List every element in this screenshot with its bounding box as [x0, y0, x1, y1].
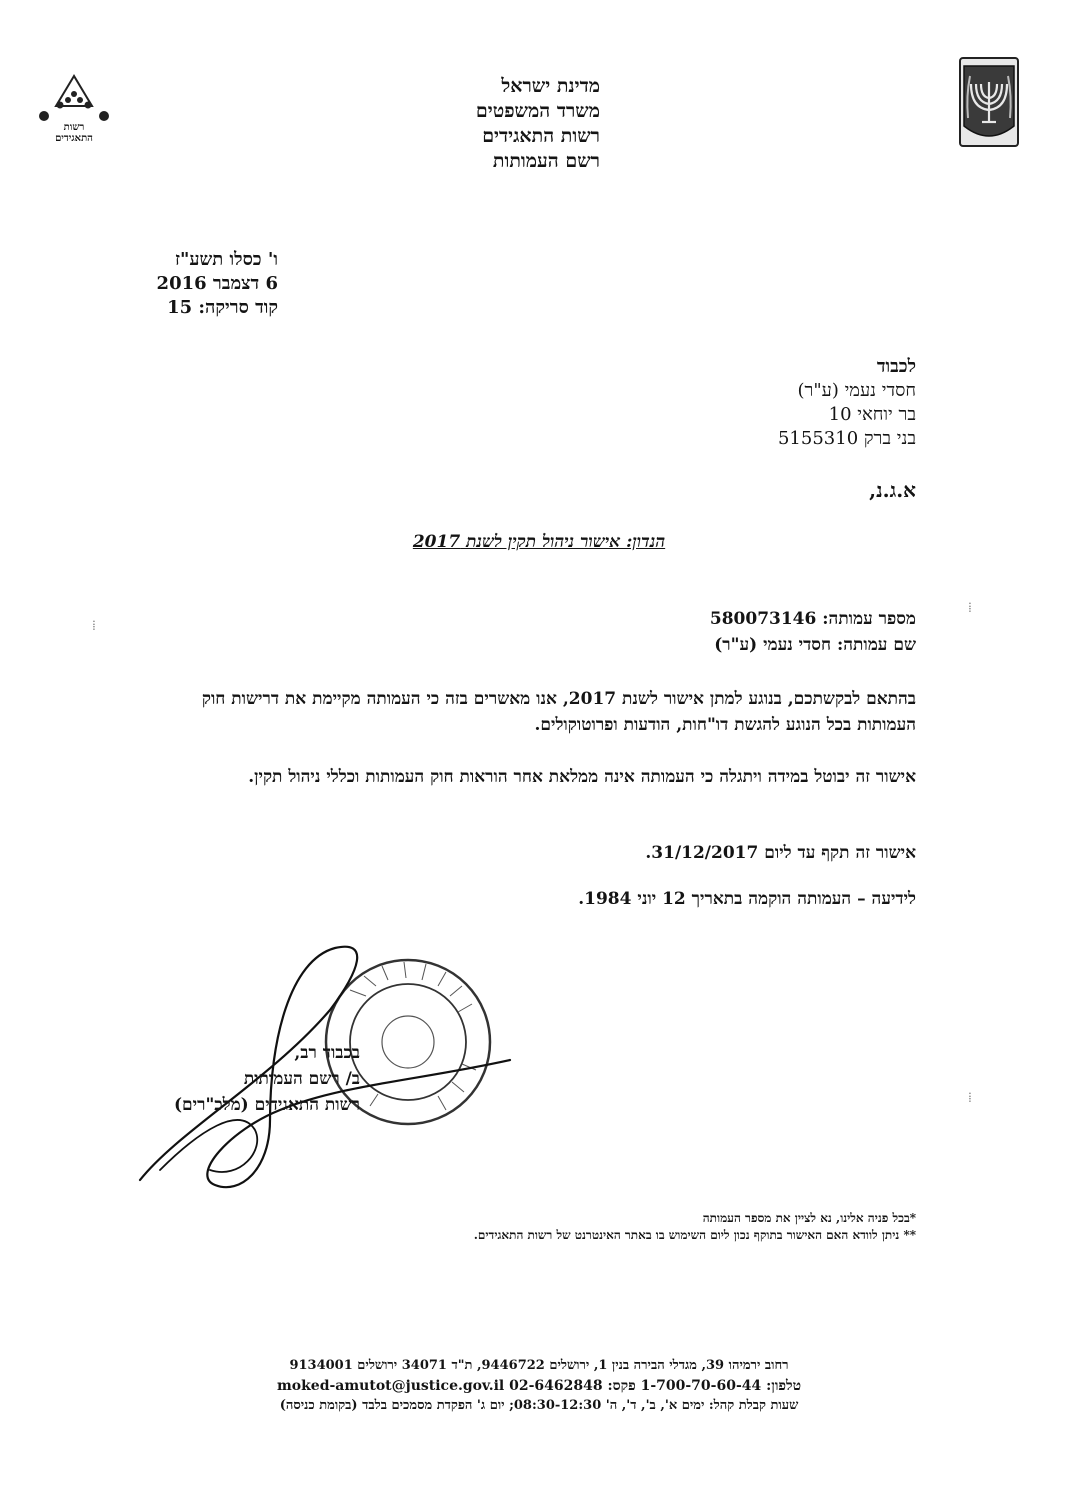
recipient-name: חסדי נעמי (ע"ר)	[797, 380, 916, 401]
corporations-authority-logo	[30, 72, 118, 148]
signature-authority: רשות התאגידים (מלכ"רים)	[173, 1095, 360, 1115]
association-details	[710, 606, 916, 658]
gregorian-date: 6 דצמבר 2016	[156, 273, 278, 294]
body-paragraph-approval: בהתאם לבקשתכם, בנוגע למתן אישור לשנת 2017, אנו מאשרים בזה כי העמותה מקיימת את דרישות חוק העמותות בכל הנוגע להגשת דו"חות, הודעות ופרוטוקולים.	[201, 689, 916, 735]
scan-speck: ⁞	[968, 600, 972, 616]
subject-line	[0, 532, 1078, 552]
body-paragraph-revocation: אישור זה יבוטל במידה ויתגלה כי העמותה אינה ממלאת אחר הוראות חוק העמותות וכללי ניהול תקין.	[248, 767, 916, 787]
scan-speck: ⁞	[92, 618, 96, 634]
footer-address: רחוב ירמיהו 39, מגדלי הבירה בנין 1, ירושלים 9446722, ת"ד 34071 ירושלים 9134001	[289, 1358, 789, 1373]
logo-text-line-2: התאגידים	[55, 133, 93, 144]
greeting: א.ג.נ,	[869, 478, 916, 502]
signature-block	[174, 1040, 360, 1118]
association-name: שם עמותה: חסדי נעמי (ע"ר)	[714, 635, 916, 655]
footer-hours: שעות קבלת קהל: ימים א', ב', ד', ה' 08:30-12:30; יום ג' הפקדת מסמכים בלבד (בקומת כניסה)	[279, 1398, 799, 1413]
signature-title: ב/ רשם העמותות	[243, 1069, 360, 1089]
recipient-to: לכבוד	[876, 356, 916, 377]
footnote-2: ** ניתן לוודא האם האישור בתוקף נכון ליום השימוש בו באתר האינטרנט של רשות התאגידים.	[473, 1228, 916, 1242]
corporations-authority-logo-icon	[30, 72, 118, 124]
body-paragraph-validity: אישור זה תקף עד ליום 31/12/2017.	[645, 843, 916, 863]
hebrew-date: ו' כסלו תשע"ז	[174, 249, 278, 270]
association-number: מספר עמותה: 580073146	[709, 609, 916, 629]
letterhead	[476, 74, 600, 174]
scan-code: קוד סריקה: 15	[167, 297, 278, 318]
recipient-city: בני ברק 5155310	[777, 428, 916, 449]
subject-text: הנדון: אישור ניהול תקין לשנת 2017	[412, 532, 666, 552]
date-block	[157, 248, 278, 320]
letterhead-line-authority: רשות התאגידים	[482, 125, 600, 147]
footnotes	[474, 1210, 916, 1244]
recipient-street: בר יוחאי 10	[828, 404, 916, 425]
logo-text-line-1: רשות	[63, 122, 85, 133]
letterhead-line-state: מדינת ישראל	[501, 75, 600, 97]
state-emblem-icon	[958, 56, 1020, 148]
letterhead-line-registrar: רשם העמותות	[492, 150, 600, 172]
signature-closing: בכבוד רב,	[294, 1043, 360, 1063]
recipient-block	[778, 355, 916, 451]
footer-contact: טלפון: 1-700-70-60-44 פקס: 02-6462848 moked-amutot@justice.gov.il	[276, 1378, 802, 1394]
letterhead-line-ministry: משרד המשפטים	[475, 100, 600, 122]
body-paragraph-founded: לידיעה – העמותה הוקמה בתאריך 12 יוני 1984.	[578, 889, 916, 909]
footnote-1: *בכל פניה אלינו, נא לציין את מספר העמותה	[702, 1211, 916, 1225]
footer	[0, 1356, 1078, 1416]
scan-speck: ⁞	[968, 1090, 972, 1106]
